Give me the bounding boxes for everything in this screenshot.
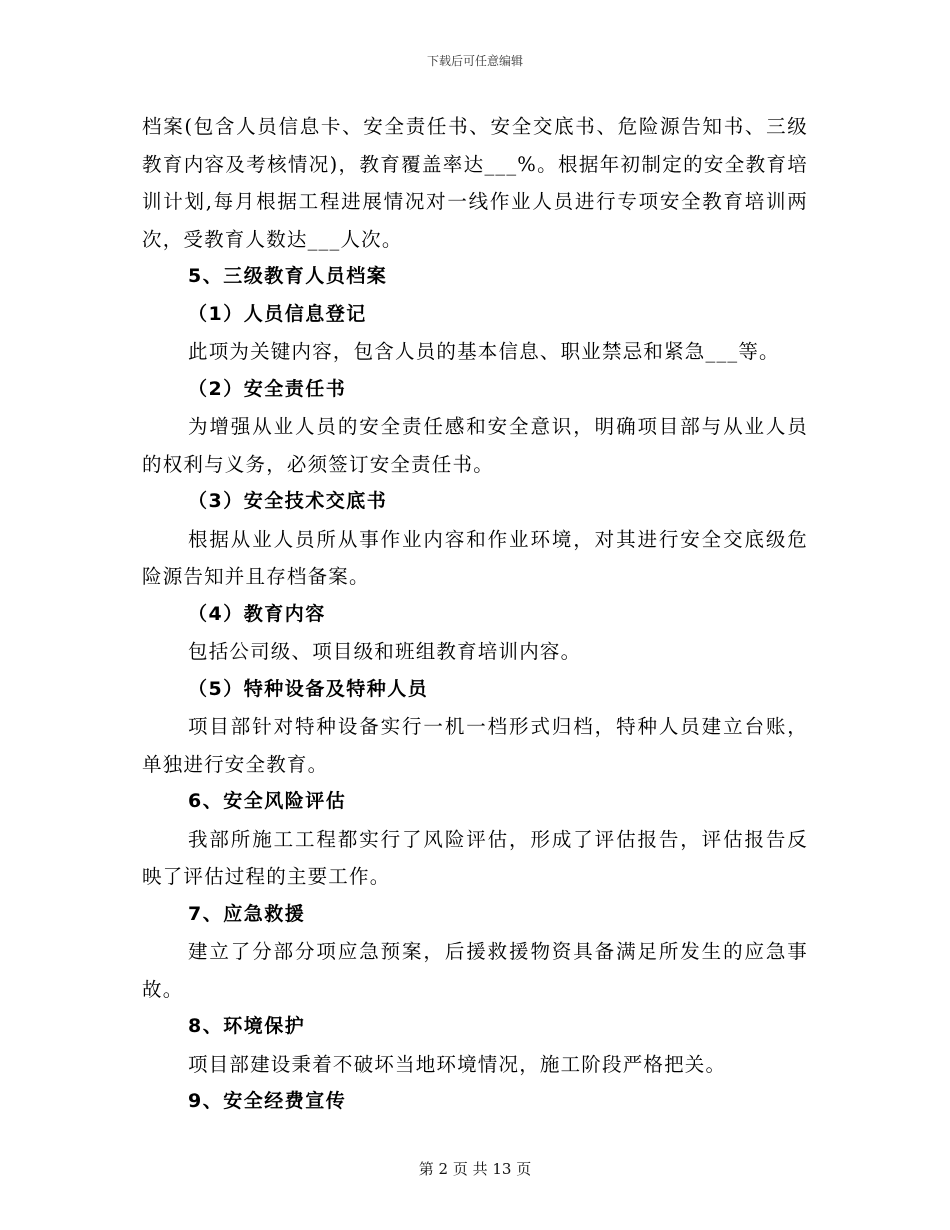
subheading-5-4: （4）教育内容: [188, 602, 326, 625]
subheading-5-1: （1）人员信息登记: [188, 302, 367, 325]
section-heading-6: 6、安全风险评估: [188, 790, 347, 812]
document-body: [142, 108, 808, 1121]
paragraph-5-5: 项目部针对特种设备实行一机一档形式归档，特种人员建立台账，单独进行安全教育。: [142, 715, 808, 776]
paragraph-8: 项目部建设秉着不破坏当地环境情况，施工阶段严格把关。: [188, 1052, 727, 1076]
paragraph-7: 建立了分部分项应急预案，后援救援物资具备满足所发生的应急事故。: [142, 940, 808, 1001]
paragraph-5-2: 为增强从业人员的安全责任感和安全意识，明确项目部与从业人员的权利与义务，必须签订安全责任书。: [142, 415, 808, 476]
paragraph-5-3: 根据从业人员所从事作业内容和作业环境，对其进行安全交底级危险源告知并且存档备案。: [142, 527, 808, 588]
section-heading-7: 7、应急救援: [188, 902, 306, 925]
section-heading-8: 8、环境保护: [188, 1015, 306, 1037]
section-heading-9: 9、安全经费宣传: [188, 1090, 347, 1112]
subheading-5-2: （2）安全责任书: [188, 377, 347, 400]
page-number: 第 2 页 共 13 页: [418, 1160, 532, 1178]
subheading-5-5: （5）特种设备及特种人员: [188, 677, 429, 700]
paragraph-5-4: 包括公司级、项目级和班组教育培训内容。: [188, 640, 582, 663]
paragraph-5-1: 此项为关键内容，包含人员的基本信息、职业禁忌和紧急___等。: [188, 340, 780, 363]
page-header: 下载后可任意编辑: [426, 54, 523, 68]
paragraph-continued: 档案(包含人员信息卡、安全责任书、安全交底书、危险源告知书、三级教育内容及考核情况)，教育覆盖率达___%。根据年初制定的安全教育培训计划,每月根据工程进展情况对一线作业人员进行专项安全教育培训两次，受教育人数达___人次。: [142, 115, 808, 251]
paragraph-6: 我部所施工工程都实行了风险评估，形成了评估报告，评估报告反映了评估过程的主要工作。: [142, 827, 808, 888]
subheading-5-3: （3）安全技术交底书: [188, 490, 388, 512]
section-heading-5: 5、三级教育人员档案: [188, 265, 388, 287]
